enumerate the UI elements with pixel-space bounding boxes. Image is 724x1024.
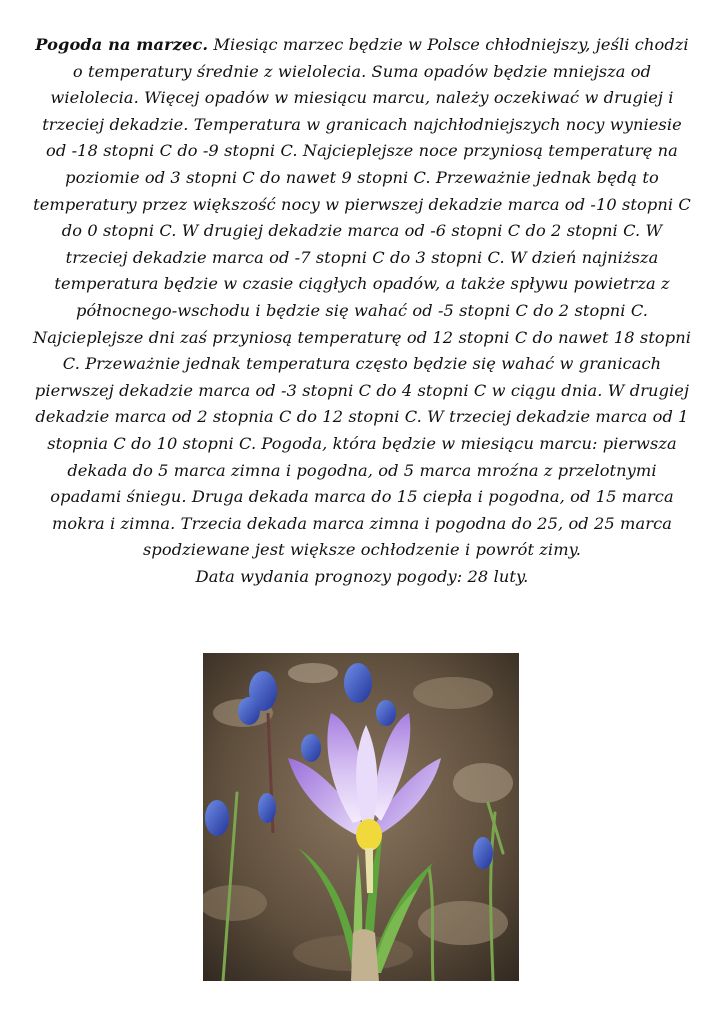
forecast-title: Pogoda na marzec. xyxy=(35,35,209,54)
stem-base xyxy=(351,929,379,981)
crocus-flower-photo xyxy=(203,653,519,981)
forecast-body: Miesiąc marzec będzie w Polsce chłodniejszy, jeśli chodzi o temperatury średnie z wielolecia. Suma opadów będzie mniejsza od wielolecia. Więcej opadów w miesiącu marcu, należy oczekiwać w drugiej i trzeciej dekadzie. Temperatura w granicach najchłodniejszych nocy wyniesie od -18 stopni C do -9 stopni C. Najcieplejsze noce przyniosą temperaturę na poziomie od 3 stopni C do nawet 9 stopni C. Przeważnie jednak będą to temperatury przez większość nocy w pierwszej dekadzie marca od -10 stopni C do 0 stopni C. W drugiej dekadzie marca od -6 stopni C do 2 stopni C. W trzeciej dekadzie marca od -7 stopni C do 3 stopni C. W dzień najniższa temperatura będzie w czasie ciągłych opadów, a także spływu powietrza z północnego-wschodu i będzie się wahać od -5 stopni C do 2 stopni C. Najcieplejsze dni zaś przyniosą temperaturę od 12 stopni C do nawet 18 stopni C. Przeważnie jednak temperatura często będzie się wahać w granicach pierwszej dekadzie marca od -3 stopni C do 4 stopni C w ciągu dnia. W drugiej dekadzie marca od 2 stopnia C do 12 stopni C. W trzeciej dekadzie marca od 1 stopnia C do 10 stopni C. Pogoda, która będzie w miesiącu marcu: pierwsza dekada do 5 marca zimna i pogodna, od 5 marca mroźna z przelotnymi opadami śniegu. Druga dekada marca do 15 ciepła i pogodna, od 15 marca mokra i zimna. Trzecia dekada marca zimna i pogodna do 25, od 25 marca spodziewane jest większe ochłodzenie i powrót zimy. xyxy=(32,35,692,560)
release-date-line: Data wydania prognozy pogody: 28 luty. xyxy=(195,566,529,586)
flower-center xyxy=(356,819,382,851)
forecast-text xyxy=(30,32,694,590)
